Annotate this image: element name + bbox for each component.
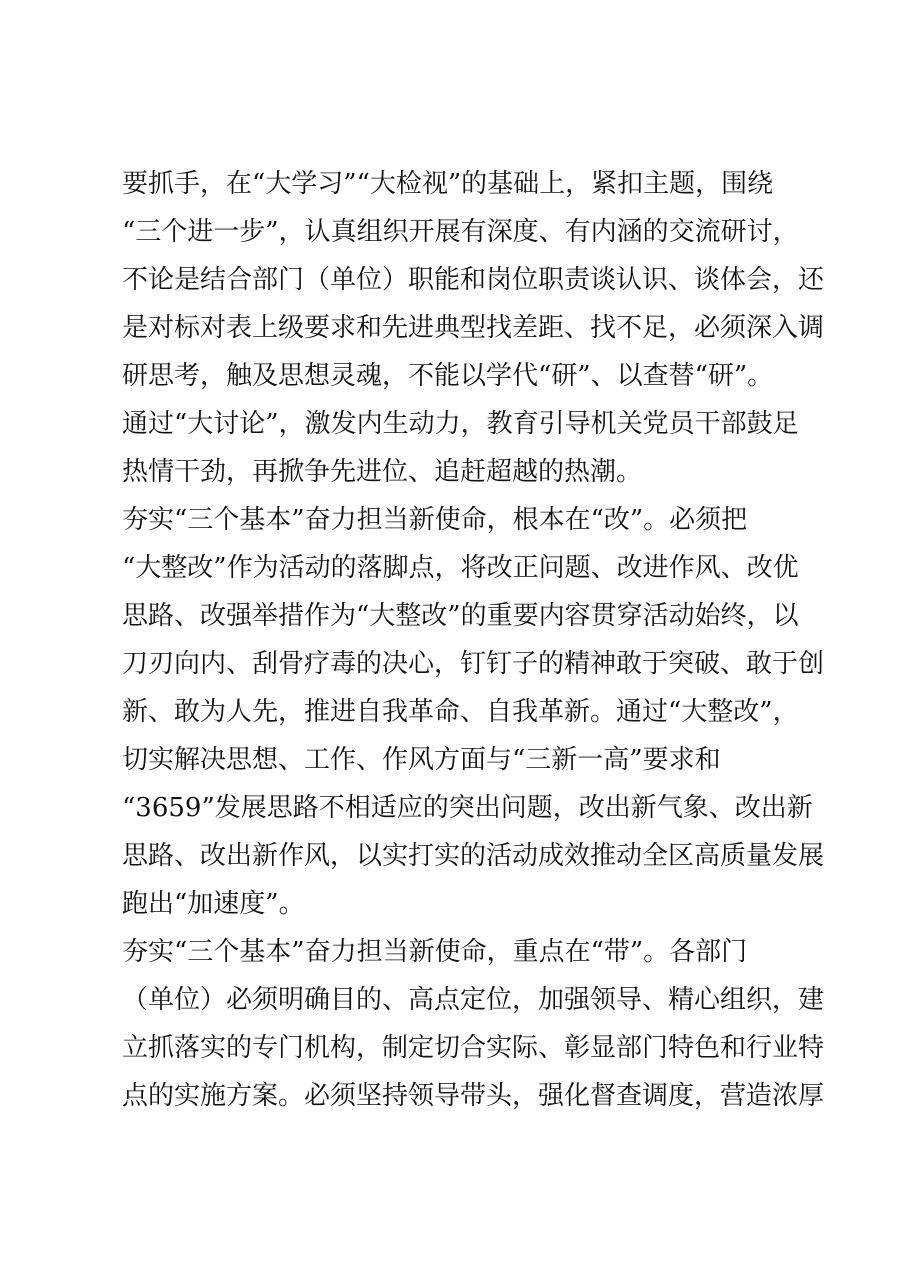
text-line: 立抓落实的专门机构，制定切合实际、彰显部门特色和行业特 (122, 1033, 825, 1063)
text-line: 新、敢为人先，推进自我革命、自我革新。通过“大整改”， (122, 697, 799, 727)
body-text (122, 160, 825, 1120)
text-line: 要抓手，在“大学习”“大检视”的基础上，紧扣主题，围绕 (122, 169, 774, 199)
text-line: 刀刃向内、刮骨疗毒的决心，钉钉子的精神敢于突破、敢于创 (122, 649, 825, 679)
text-line: 通过“大讨论”，激发内生动力，教育引导机关党员干部鼓足 (122, 409, 799, 439)
text-line: 是对标对表上级要求和先进典型找差距、找不足，必须深入调 (122, 313, 825, 343)
text-line: （单位）必须明确目的、高点定位，加强领导、精心组织，建 (122, 985, 825, 1015)
text-line: 不论是结合部门（单位）职能和岗位职责谈认识、谈体会，还 (122, 265, 825, 295)
text-line: “3659”发展思路不相适应的突出问题，改出新气象、改出新 (122, 793, 813, 823)
text-line: 点的实施方案。必须坚持领导带头，强化督查调度，营造浓厚 (122, 1081, 825, 1111)
text-line: 跑出“加速度”。 (122, 889, 305, 919)
text-line: 思路、改出新作风，以实打实的活动成效推动全区高质量发展 (122, 841, 825, 871)
text-line: 夯实“三个基本”奋力担当新使命，根本在“改”。必须把 (122, 505, 748, 535)
text-line: “三个进一步”，认真组织开展有深度、有内涵的交流研讨， (122, 217, 799, 247)
text-line: “大整改”作为活动的落脚点，将改正问题、改进作风、改优 (122, 553, 799, 583)
text-line: 切实解决思想、工作、作风方面与“三新一高”要求和 (122, 745, 721, 775)
text-line: 夯实“三个基本”奋力担当新使命，重点在“带”。各部门 (122, 937, 748, 967)
text-line: 研思考，触及思想灵魂，不能以学代“研”、以查替“研”。 (122, 361, 774, 391)
text-line: 热情干劲，再掀争先进位、追赶超越的热潮。 (122, 457, 643, 487)
text-line: 思路、改强举措作为“大整改”的重要内容贯穿活动始终，以 (122, 601, 799, 631)
